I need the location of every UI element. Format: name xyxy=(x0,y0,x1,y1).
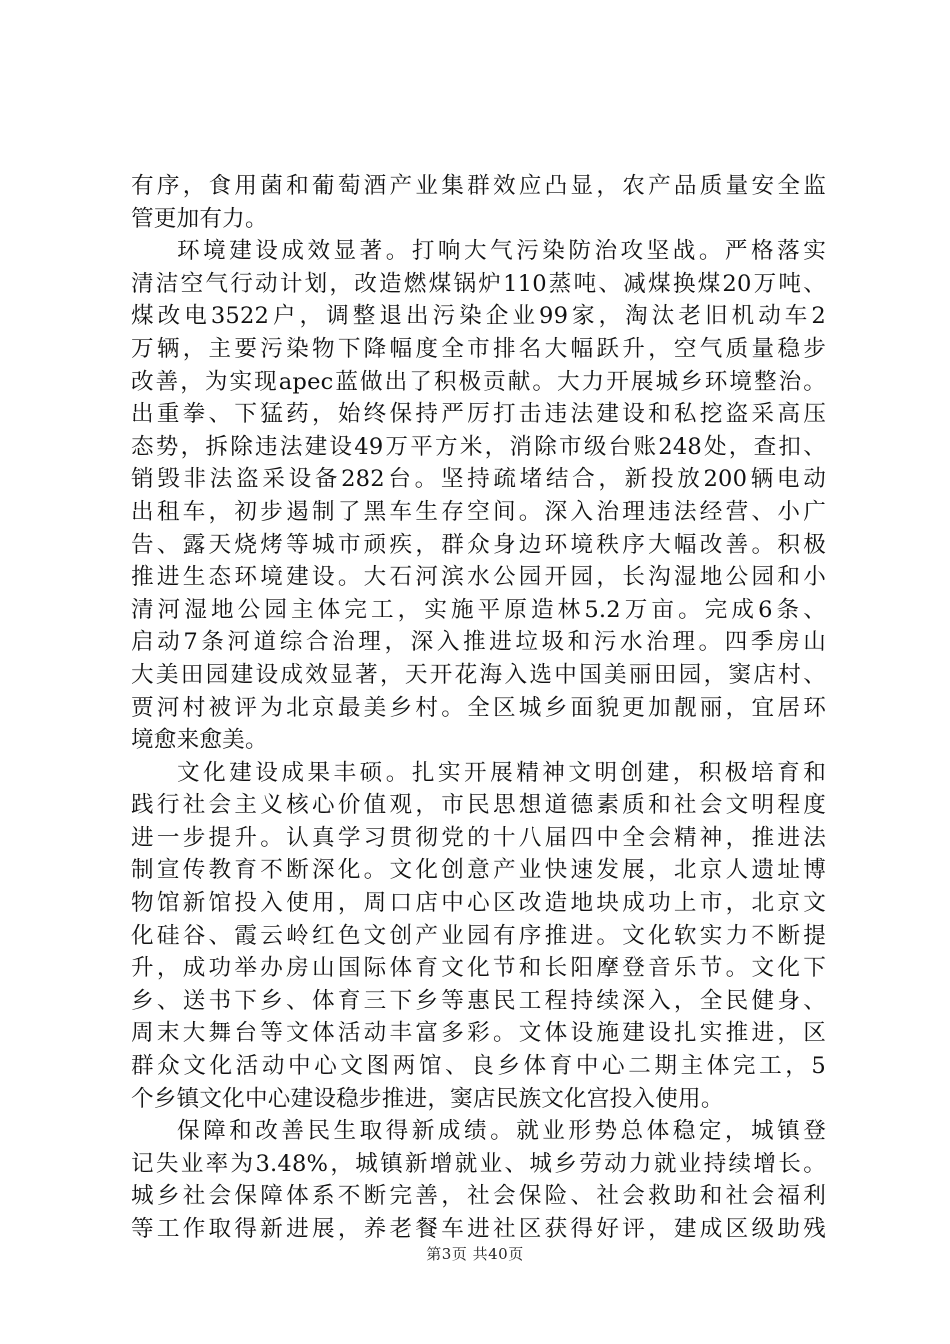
text-line: 物馆新馆投入使用，周口店中心区改造地块成功上市，北京文 xyxy=(131,890,826,917)
text-line: 大美田园建设成效显著，天开花海入选中国美丽田园，窦店村、 xyxy=(131,661,826,688)
text-line: 城乡社会保障体系不断完善，社会保险、社会救助和社会福利 xyxy=(131,1183,826,1210)
text-line: 文化建设成果丰硕。扎实开展精神文明创建，积极培育和 xyxy=(177,759,826,786)
text-line: 群众文化活动中心文图两馆、良乡体育中心二期主体完工，5 xyxy=(131,1053,826,1080)
text-line: 境愈来愈美。 xyxy=(131,727,268,754)
text-line: 化硅谷、霞云岭红色文创产业园有序推进。文化软实力不断提 xyxy=(131,922,826,949)
text-line: 践行社会主义核心价值观，市民思想道德素质和社会文明程度 xyxy=(131,792,826,819)
body-text xyxy=(131,170,826,1246)
text-line: 万辆，主要污染物下降幅度全市排名大幅跃升，空气质量稳步 xyxy=(131,335,826,362)
text-line: 管更加有力。 xyxy=(131,205,268,232)
text-line: 乡、送书下乡、体育三下乡等惠民工程持续深入，全民健身、 xyxy=(131,987,826,1014)
text-line: 煤改电3522户，调整退出污染企业99家，淘汰老旧机动车2 xyxy=(131,303,826,330)
text-line: 周末大舞台等文体活动丰富多彩。文体设施建设扎实推进，区 xyxy=(131,1020,826,1047)
text-line: 贾河村被评为北京最美乡村。全区城乡面貌更加靓丽，宜居环 xyxy=(131,694,826,721)
text-line: 告、露天烧烤等城市顽疾，群众身边环境秩序大幅改善。积极 xyxy=(131,531,826,558)
text-line: 出重拳、下猛药，始终保持严厉打击违法建设和私挖盗采高压 xyxy=(131,401,826,428)
text-line: 个乡镇文化中心建设稳步推进，窦店民族文化宫投入使用。 xyxy=(131,1085,724,1112)
text-line: 保障和改善民生取得新成绩。就业形势总体稳定，城镇登 xyxy=(177,1118,826,1145)
text-line: 环境建设成效显著。打响大气污染防治攻坚战。严格落实 xyxy=(177,238,826,265)
text-line: 销毁非法盗采设备282台。坚持疏堵结合，新投放200辆电动 xyxy=(131,466,826,493)
text-line: 清洁空气行动计划，改造燃煤锅炉110蒸吨、减煤换煤20万吨、 xyxy=(131,270,826,297)
page-footer: 第3页 共40页 xyxy=(426,1245,524,1263)
text-line: 启动7条河道综合治理，深入推进垃圾和污水治理。四季房山 xyxy=(131,629,826,656)
text-line: 进一步提升。认真学习贯彻党的十八届四中全会精神，推进法 xyxy=(131,824,826,851)
text-line: 有序，食用菌和葡萄酒产业集群效应凸显，农产品质量安全监 xyxy=(131,173,826,199)
text-line: 改善，为实现apec蓝做出了积极贡献。大力开展城乡环境整治。 xyxy=(131,368,826,395)
text-line: 出租车，初步遏制了黑车生存空间。深入治理违法经营、小广 xyxy=(131,498,826,525)
text-line: 态势，拆除违法建设49万平方米，消除市级台账248处，查扣、 xyxy=(131,433,826,460)
text-line: 记失业率为3.48%，城镇新增就业、城乡劳动力就业持续增长。 xyxy=(131,1150,826,1177)
text-line: 推进生态环境建设。大石河滨水公园开园，长沟湿地公园和小 xyxy=(131,564,826,591)
text-line: 升，成功举办房山国际体育文化节和长阳摩登音乐节。文化下 xyxy=(131,955,826,982)
text-line: 等工作取得新进展，养老餐车进社区获得好评，建成区级助残 xyxy=(131,1216,826,1242)
text-line: 制宣传教育不断深化。文化创意产业快速发展，北京人遗址博 xyxy=(131,857,826,884)
text-line: 清河湿地公园主体完工，实施平原造林5.2万亩。完成6条、 xyxy=(131,596,826,623)
